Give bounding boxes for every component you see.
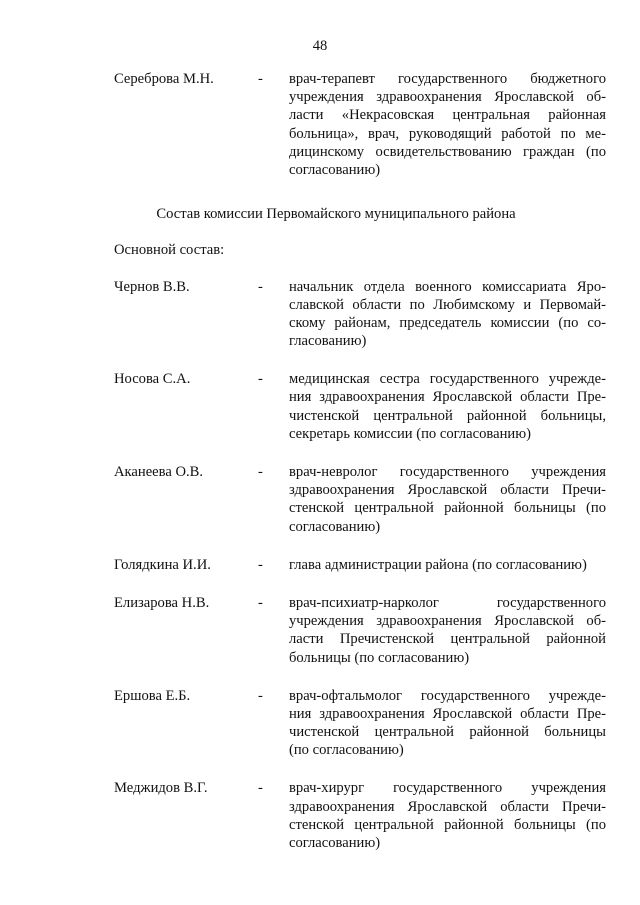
description-line: согласованию) <box>289 161 381 178</box>
member-entry <box>114 463 606 536</box>
member-entry <box>114 370 606 443</box>
document-body <box>114 70 606 872</box>
description-line: начальник отдела военного комиссариата Яро- <box>289 278 606 295</box>
description-line: учреждения здравоохранения Ярославской об- <box>289 89 606 106</box>
member-dash: - <box>258 464 263 481</box>
member-description <box>289 779 606 852</box>
description-line: врач-невролог государственного учреждения <box>289 464 606 481</box>
description-line: стенской центральной районной больницы (по <box>289 816 606 833</box>
member-name: Носова С.А. <box>114 371 191 388</box>
member-entry <box>114 278 606 351</box>
description-line: (по согласованию) <box>289 742 404 759</box>
description-line: ласти «Некрасовская центральная районная <box>289 107 606 124</box>
description-line: врач-терапевт государственного бюджетного <box>289 71 606 87</box>
description-line: учреждения здравоохранения Ярославской об- <box>289 613 606 630</box>
member-entry <box>114 779 606 852</box>
member-dash: - <box>258 594 263 611</box>
description-line: чистенской центральной районной больницы <box>289 724 606 741</box>
member-dash: - <box>258 371 263 388</box>
description-line: больница», врач, руководящий работой по ме- <box>289 125 606 142</box>
member-name: Чернов В.В. <box>114 278 190 295</box>
member-name: Ершова Е.Б. <box>114 687 191 704</box>
description-line: глава администрации района (по согласованию) <box>289 556 587 573</box>
description-line: гласованию) <box>289 333 367 350</box>
member-description <box>289 687 606 760</box>
member-description <box>289 370 606 443</box>
member-entry <box>114 687 606 760</box>
description-line: ласти Пречистенской центральной районной <box>289 631 606 648</box>
description-line: согласованию) <box>289 518 381 535</box>
description-line: славской области по Любимскому и Первомай- <box>289 296 606 313</box>
description-line: здравоохранения Ярославской области Пречи- <box>289 482 606 499</box>
description-line: чистенской центральной районной больницы, <box>289 407 606 424</box>
member-name: Меджидов В.Г. <box>114 780 208 797</box>
member-description <box>289 463 606 536</box>
member-entry <box>114 556 606 574</box>
description-line: врач-офтальмолог государственного учрежде- <box>289 687 606 704</box>
description-line: согласованию) <box>289 835 381 852</box>
member-dash: - <box>258 687 263 704</box>
member-description <box>289 594 606 667</box>
member-description <box>289 556 606 574</box>
member-name: Елизарова Н.В. <box>114 594 210 611</box>
description-line: врач-психиатр-нарколог государственного <box>289 594 606 611</box>
member-dash: - <box>258 780 263 797</box>
description-line: медицинская сестра государственного учрежде- <box>289 371 606 388</box>
member-entry <box>114 594 606 667</box>
description-line: секретарь комиссии (по согласованию) <box>289 425 531 442</box>
member-dash: - <box>258 278 263 295</box>
description-line: дицинскому освидетельствованию граждан (по <box>289 143 606 160</box>
description-line: ния здравоохранения Ярославской области Пре- <box>289 389 606 406</box>
member-name: Голядкина И.И. <box>114 556 211 573</box>
description-line: скому районам, председатель комиссии (по со- <box>289 314 606 331</box>
entry-dash: - <box>258 71 263 87</box>
page-number: 48 <box>312 38 328 54</box>
entry-description <box>289 70 606 179</box>
description-line: стенской центральной районной больницы (по <box>289 500 606 517</box>
member-description <box>289 278 606 351</box>
description-line: врач-хирург государственного учреждения <box>289 780 606 797</box>
entry-name: Сереброва М.Н. <box>114 71 214 87</box>
description-line: больницы (по согласованию) <box>289 649 470 666</box>
top-entry <box>114 70 606 179</box>
section-title: Состав комиссии Первомайского муниципального района <box>156 206 516 223</box>
member-dash: - <box>258 556 263 573</box>
description-line: здравоохранения Ярославской области Пречи- <box>289 798 606 815</box>
member-name: Аканеева О.В. <box>114 464 204 481</box>
description-line: ния здравоохранения Ярославской области Пре- <box>289 705 606 722</box>
sub-heading: Основной состав: <box>114 242 225 259</box>
